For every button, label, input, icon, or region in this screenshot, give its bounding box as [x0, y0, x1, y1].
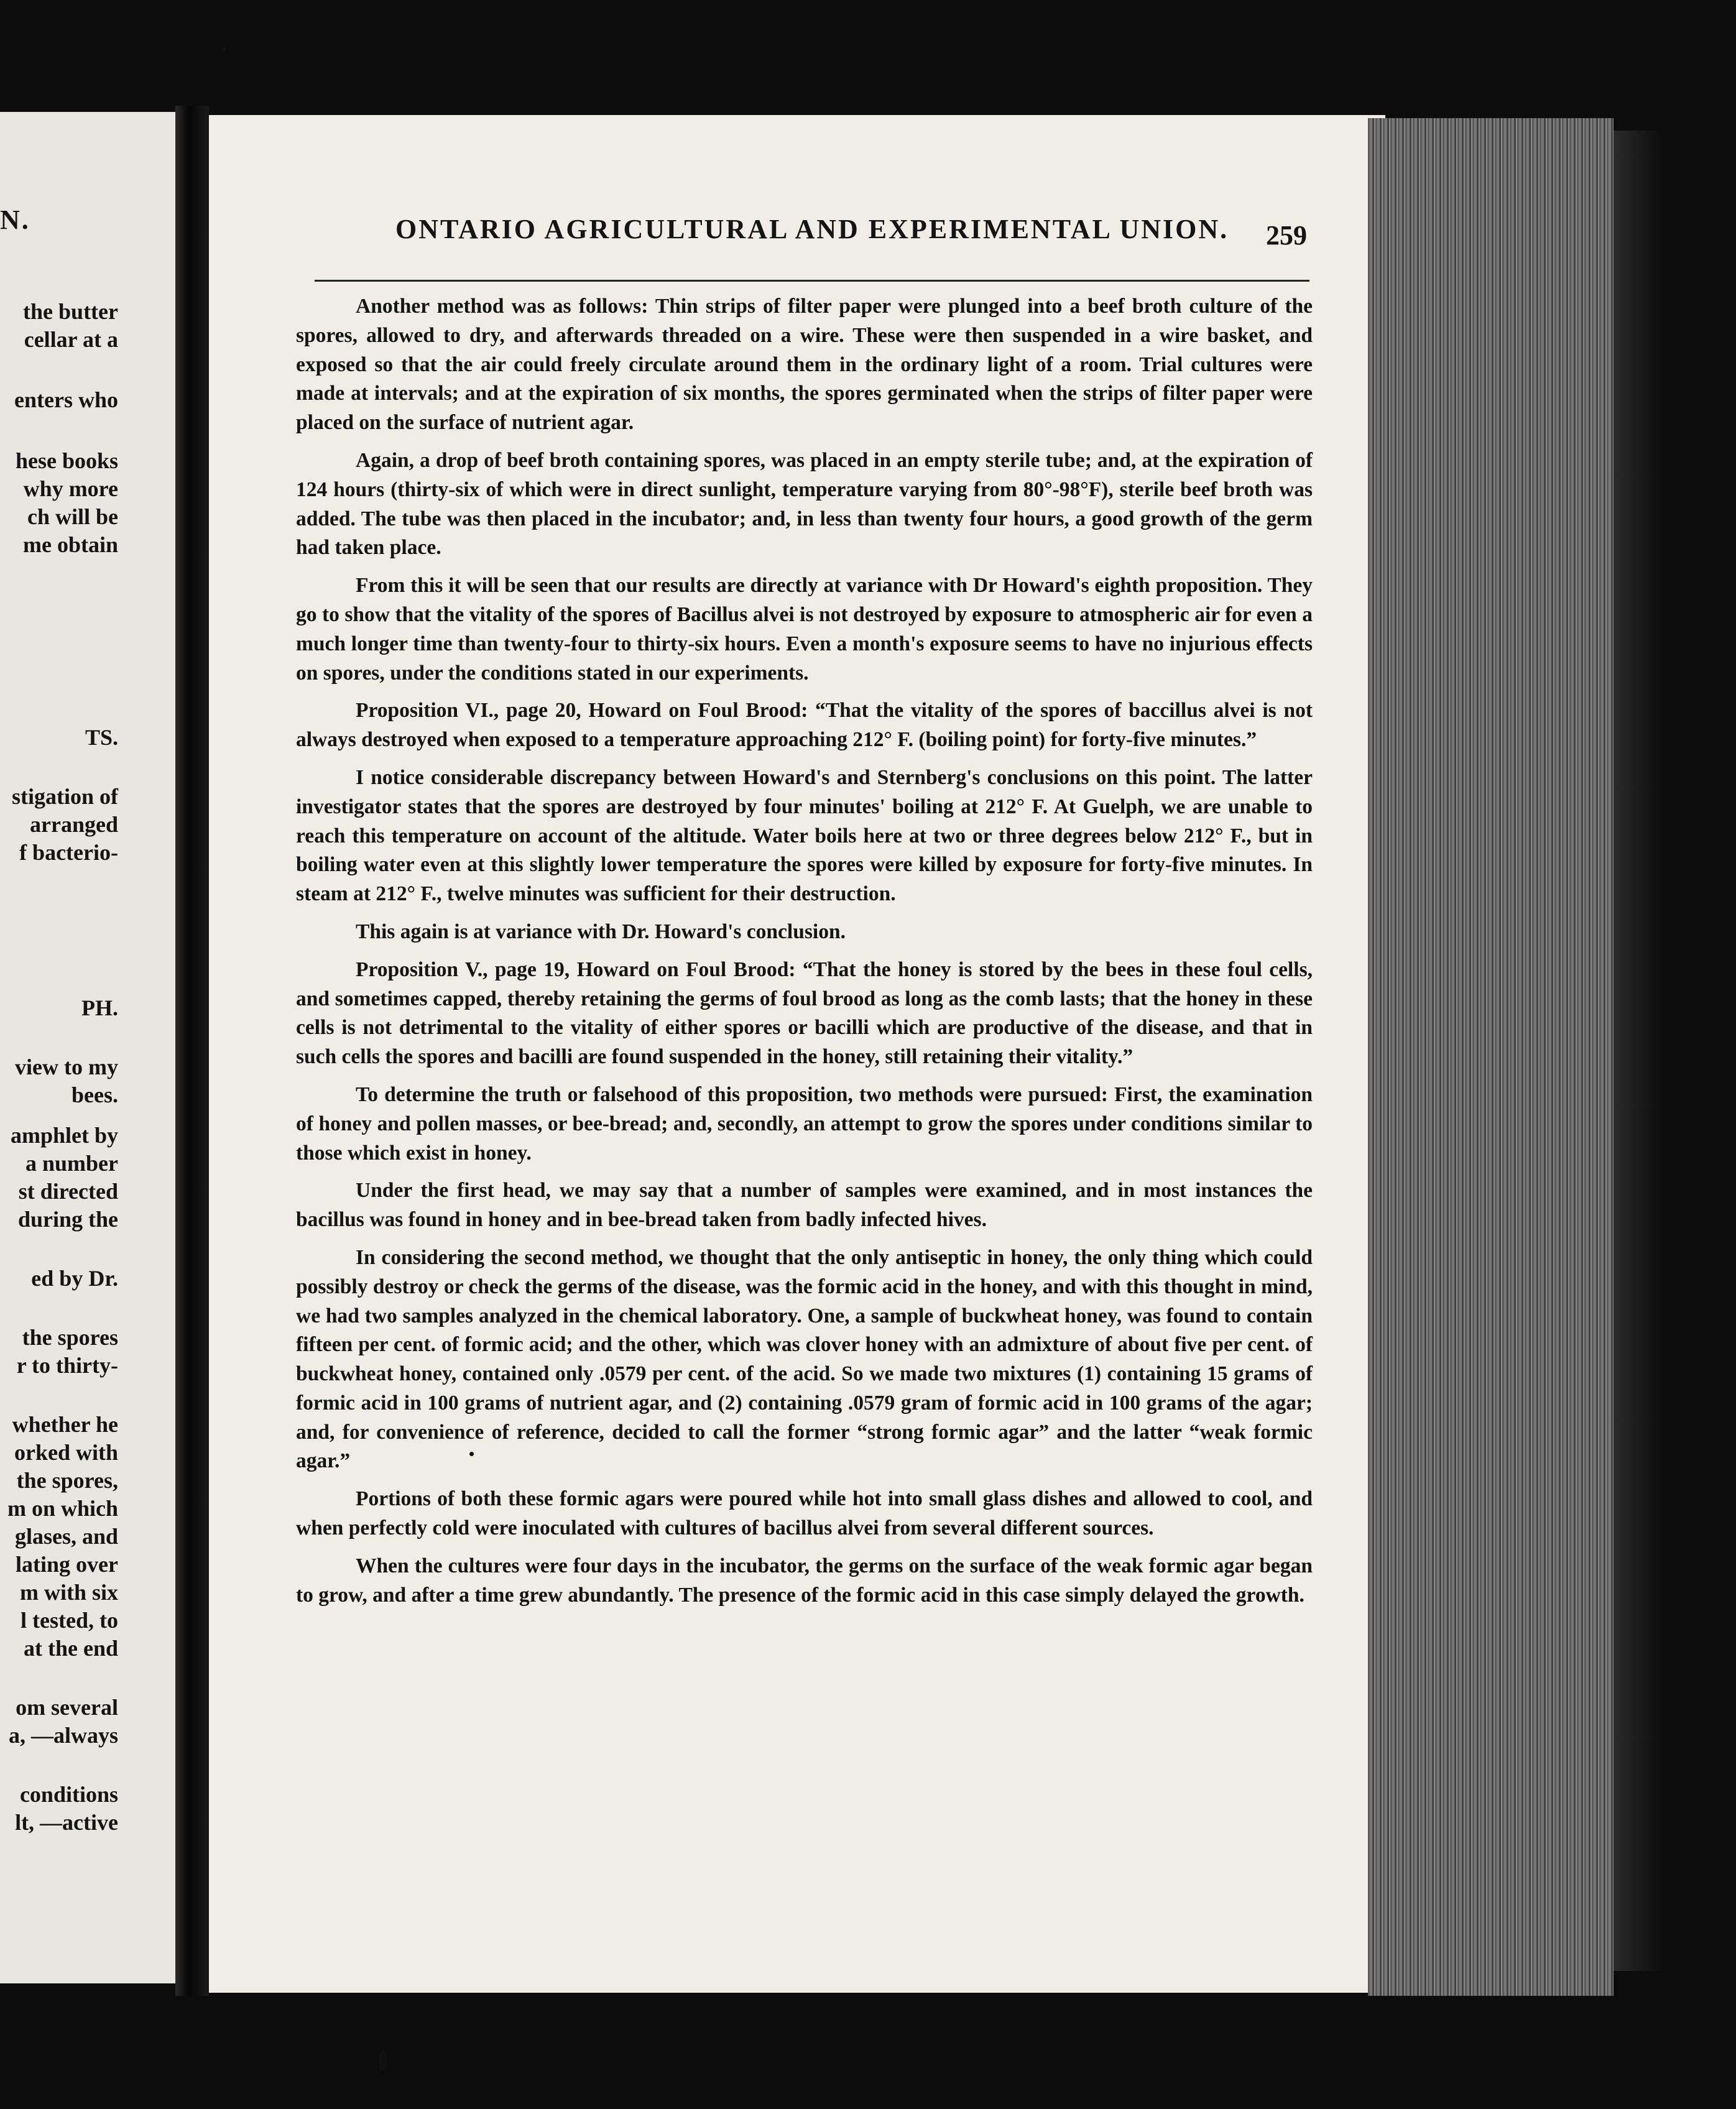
left-line: PH.: [81, 995, 118, 1020]
left-line: me obtain: [23, 532, 118, 557]
left-line: a, —always: [8, 1723, 118, 1748]
left-running-head: N.: [0, 205, 30, 235]
left-line: TS.: [85, 725, 118, 750]
left-line: cellar at a: [24, 327, 118, 352]
left-line: m with six: [19, 1580, 118, 1605]
left-line: glases, and: [14, 1524, 118, 1549]
left-line: conditions: [19, 1782, 118, 1807]
left-line: ch will be: [27, 504, 118, 529]
left-line: the butter: [23, 299, 118, 324]
left-line: view to my: [15, 1054, 118, 1079]
left-line: f bacterio-: [19, 840, 118, 865]
left-line: the spores,: [16, 1468, 118, 1493]
paragraph: When the cultures were four days in the incubator, the germs on the surface of the weak formic agar began to grow, and after a time grew abundantly. The presence of the formic acid in this case simply delayed the growth.: [296, 1554, 1313, 1607]
paragraph: To determine the truth or falsehood of this proposition, two methods were pursued: First, the examination of honey and pollen masses, or bee-bread; and, secondly, an attempt to grow the spores under conditions similar to those which exist in honey.: [296, 1082, 1313, 1165]
left-line: amphlet by: [10, 1123, 118, 1148]
left-page: [0, 112, 175, 1983]
right-page: [209, 115, 1385, 1993]
left-line: orked with: [14, 1440, 118, 1465]
left-line: the spores: [22, 1325, 118, 1350]
left-line: stigation of: [12, 784, 118, 809]
left-line: st directed: [18, 1179, 118, 1204]
book-shadow: [1614, 131, 1663, 1971]
left-line: whether he: [12, 1412, 118, 1437]
scan-speck: [221, 47, 226, 52]
left-line: m on which: [7, 1496, 118, 1521]
left-line: bees.: [72, 1082, 118, 1107]
left-line: at the end: [24, 1636, 118, 1661]
paragraph: Proposition V., page 19, Howard on Foul Brood: “That the honey is stored by the bees in these foul cells, and sometimes capped, thereby retaining the germs of foul brood as long as the comb lasts; that the honey in these cells is not detrimental to the vitality of either spores or bacilli which are productive of the disease, and that in such cells the spores and bacilli are found suspended in the honey, still retaining their vitality.”: [296, 958, 1313, 1069]
left-line: arranged: [30, 812, 118, 837]
left-line: lating over: [16, 1552, 118, 1577]
paragraph: In considering the second method, we thought that the only antiseptic in honey, the only thing which could possibly destroy or check the germs of the disease, was the formic acid in the honey, and with this thought in mind, we had two samples analyzed in the chemical laboratory. One, a sample of buckwheat honey, was found to contain fifteen per cent. of formic acid; and the other, which was clover honey with an admixture of about five per cent. of buckwheat honey, contained only .0579 per cent. of the acid. So we made two mixtures (1) containing 15 grams of formic acid in 100 grams of nutrient agar, and (2) containing .0579 gram of formic acid in 100 grams of the agar; and, for convenience of reference, decided to call the former “strong formic agar” and the latter “weak formic agar.”: [296, 1245, 1313, 1473]
left-line: om several: [16, 1695, 118, 1720]
left-line: during the: [17, 1207, 118, 1232]
paragraph: Under the first head, we may say that a number of samples were examined, and in most instances the bacillus was found in honey and in bee-bread taken from badly infected hives.: [296, 1179, 1313, 1232]
body-text: [296, 292, 1313, 1618]
paragraph: Portions of both these formic agars were poured while hot into small glass dishes and allowed to cool, and when perfectly cold were inoculated with cultures of bacillus alvei from several different sources.: [296, 1487, 1313, 1540]
paragraph: I notice considerable discrepancy between Howard's and Sternberg's conclusions on this point. The latter investigator states that the spores are destroyed by four minutes' boiling at 212° F. At Guelph, we are unable to reach this temperature on account of the altitude. Water boils here at two or three degrees below 212° F., but in boiling water even at this slightly lower temperature the spores were killed by exposure for forty-five minutes. In steam at 212° F., twelve minutes was sufficient for their destruction.: [296, 765, 1313, 906]
page-block-edge: [1368, 118, 1614, 1996]
paragraph: Another method was as follows: Thin strips of filter paper were plunged into a beef broth culture of the spores, allowed to dry, and afterwards threaded on a wire. These were then suspended in a wire basket, and exposed so that the air could freely circulate around them in the ordinary light of a room. Trial cultures were made at intervals; and at the expiration of six months, the spores germinated when the strips of filter paper were placed on the surface of nutrient agar.: [296, 295, 1313, 435]
left-line: enters who: [14, 387, 118, 412]
left-line: why more: [23, 476, 118, 501]
scan-speck: [469, 1452, 474, 1456]
left-line: lt, —active: [15, 1810, 118, 1835]
left-line: r to thirty-: [16, 1353, 118, 1378]
paragraph: This again is at variance with Dr. Howard's conclusion.: [356, 920, 846, 943]
paragraph: Again, a drop of beef broth containing spores, was placed in an empty sterile tube; and, at the expiration of 124 hours (thirty-six of which were in direct sunlight, temperature varying from 80°-98°F), sterile beef broth was added. The tube was then placed in the incubator; and, in less than twenty four hours, a good growth of the germ had taken place.: [296, 448, 1313, 560]
paragraph: Proposition VI., page 20, Howard on Foul Brood: “That the vitality of the spores of baccillus alvei is not always destroyed when exposed to a temperature approaching 212° F. (boiling point) for forty-five minutes.”: [296, 699, 1313, 752]
left-line: l tested, to: [21, 1608, 118, 1633]
header-rule: [315, 280, 1309, 282]
paragraph: From this it will be seen that our results are directly at variance with Dr Howard's eighth proposition. They go to show that the vitality of the spores of Bacillus alvei is not destroyed by exposure to atmospheric air for even a much longer time than twenty-four to thirty-six hours. Even a month's exposure seems to have no injurious effects on spores, under the conditions stated in our experiments.: [296, 574, 1313, 685]
page-number: 259: [1266, 220, 1307, 251]
left-line: hese books: [15, 448, 118, 473]
book-gutter: [175, 106, 209, 1996]
left-line: ed by Dr.: [31, 1266, 118, 1291]
scan-speck: [379, 2052, 387, 2070]
left-line: a number: [25, 1151, 118, 1176]
running-head: ONTARIO AGRICULTURAL AND EXPERIMENTAL UNION.: [395, 214, 1229, 244]
